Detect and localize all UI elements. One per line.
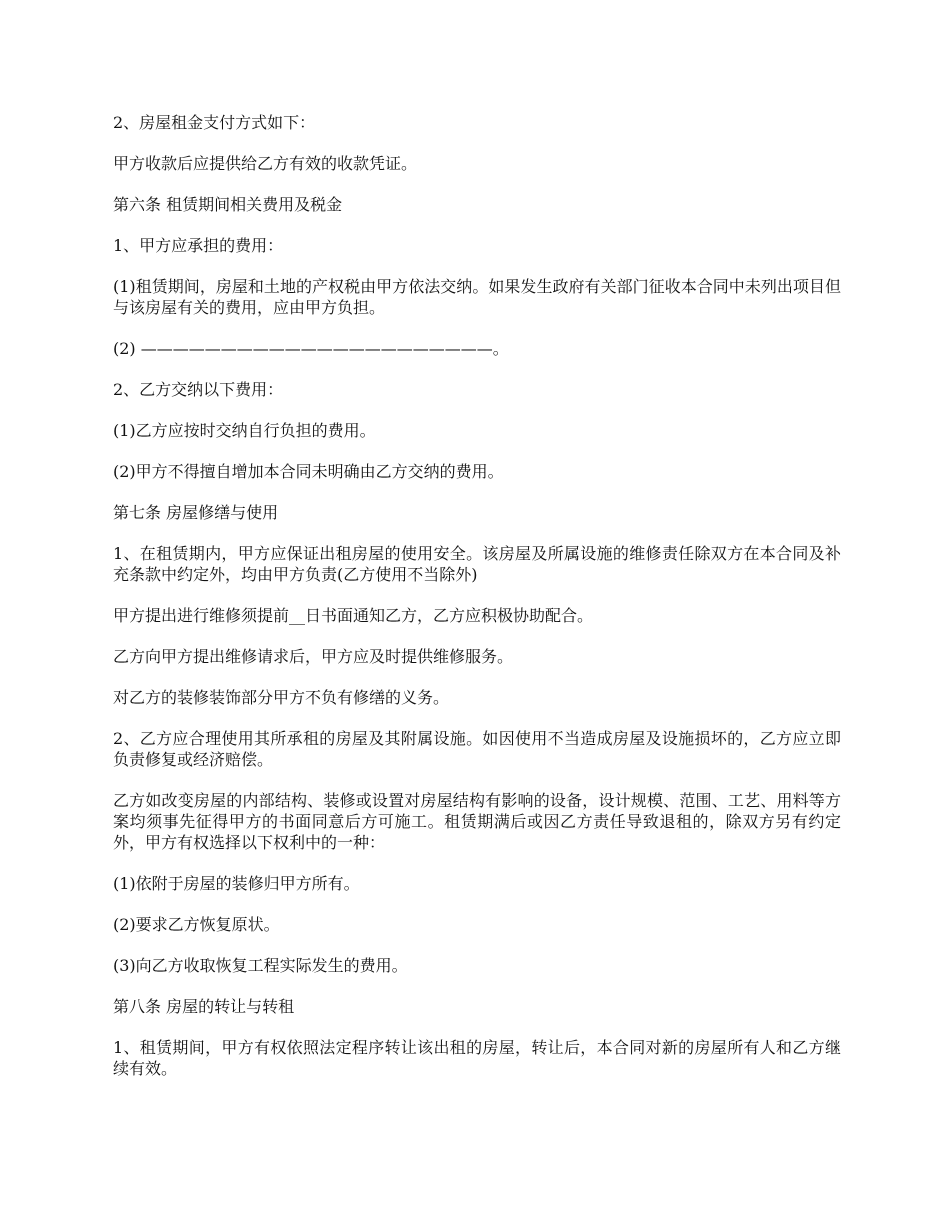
paragraph: 甲方收款后应提供给乙方有效的收款凭证。 <box>113 154 418 173</box>
paragraph: 2、乙方应合理使用其所承租的房屋及其附属设施。如因使用不当造成房屋及设施损坏的，乙方应立即负责修复或经济赔偿。 <box>113 729 841 769</box>
paragraph: 1、甲方应承担的费用： <box>113 236 284 255</box>
section-heading: 第六条 租赁期间相关费用及税金 <box>113 195 343 214</box>
paragraph: 2、房屋租金支付方式如下： <box>113 113 316 132</box>
paragraph: (2)要求乙方恢复原状。 <box>113 915 280 934</box>
paragraph: 乙方如改变房屋的内部结构、装修或设置对房屋结构有影响的设备，设计规模、范围、工艺、用料等方案均须事先征得甲方的书面同意后方可施工。租赁期满后或因乙方责任导致退租的，除双方另有约定外，甲方有权选择以下权利中的一种： <box>113 791 841 852</box>
paragraph: (2) ——————————————————————。 <box>113 339 509 358</box>
section-heading: 第八条 房屋的转让与转租 <box>113 997 295 1016</box>
section-heading: 第七条 房屋修缮与使用 <box>113 503 279 522</box>
paragraph: 对乙方的装修装饰部分甲方不负有修缮的义务。 <box>113 688 450 707</box>
paragraph: (1)依附于房屋的装修归甲方所有。 <box>113 874 360 893</box>
document-body <box>113 112 841 1099</box>
paragraph: 1、租赁期间，甲方有权依照法定程序转让该出租的房屋，转让后，本合同对新的房屋所有人和乙方继续有效。 <box>113 1038 841 1078</box>
paragraph: (3)向乙方收取恢复工程实际发生的费用。 <box>113 956 408 975</box>
paragraph: 2、乙方交纳以下费用： <box>113 380 284 399</box>
paragraph: (2)甲方不得擅自增加本合同未明确由乙方交纳的费用。 <box>113 462 504 481</box>
paragraph: (1)租赁期间，房屋和土地的产权税由甲方依法交纳。如果发生政府有关部门征收本合同中未列出项目但与该房屋有关的费用，应由甲方负担。 <box>113 277 841 317</box>
paragraph: 乙方向甲方提出维修请求后，甲方应及时提供维修服务。 <box>113 647 514 666</box>
paragraph: 1、在租赁期内，甲方应保证出租房屋的使用安全。该房屋及所属设施的维修责任除双方在本合同及补充条款中约定外，均由甲方负责(乙方使用不当除外) <box>113 544 841 584</box>
paragraph: (1)乙方应按时交纳自行负担的费用。 <box>113 421 376 440</box>
paragraph: 甲方提出进行维修须提前__日书面通知乙方，乙方应积极协助配合。 <box>113 606 594 625</box>
